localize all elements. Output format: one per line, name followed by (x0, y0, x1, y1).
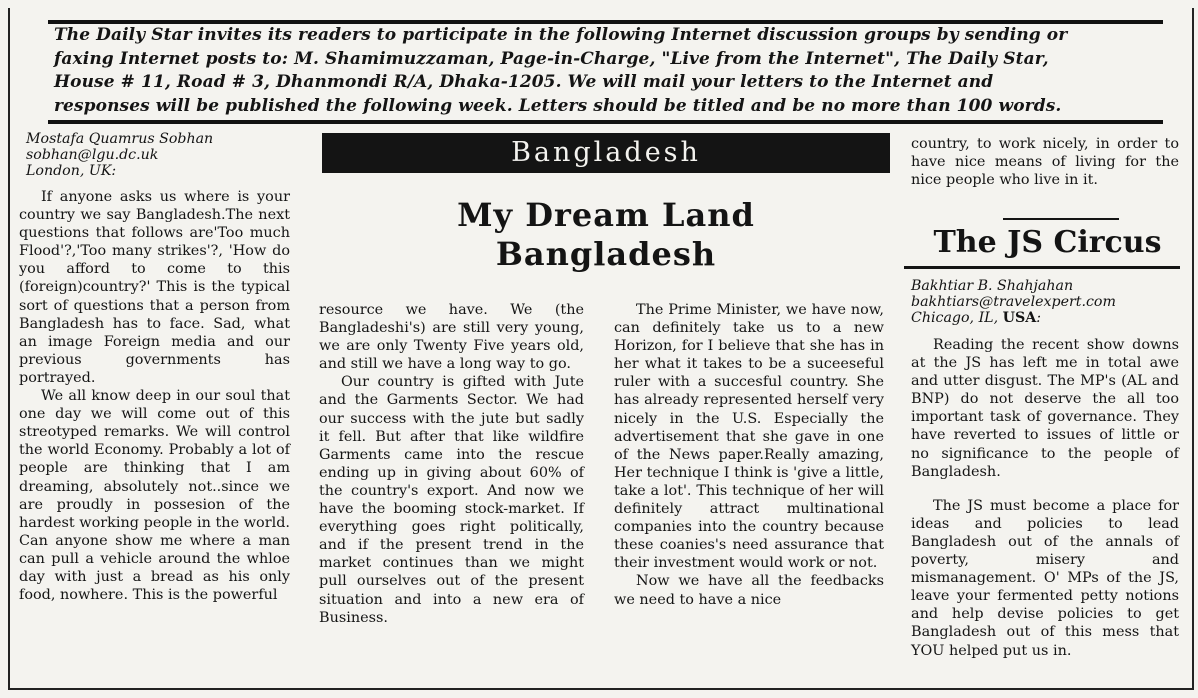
paragraph: country, to work nicely, in order to have nice means of living for the nice people who live in it. (911, 136, 1179, 189)
section-banner: Bangladesh (322, 133, 890, 173)
paragraph: Reading the recent show downs at the JS has left me in total awe and utter disgust. The MP's (AL and BNP) do not deserve the all too important task of governance. They have reverted to issues of little or no significance to the people of Bangladesh. (911, 337, 1179, 480)
article1-headline (322, 196, 890, 274)
notice-bottom-rule (48, 120, 1163, 124)
headline-line: My Dream Land (457, 196, 755, 234)
author-location (911, 310, 1181, 326)
frame-bottom-border (8, 688, 1194, 690)
article2-byline (911, 278, 1181, 326)
author-email: bakhtiars@travelexpert.com (911, 294, 1116, 310)
notice-line: faxing Internet posts to: M. Shamimuzzaman, Page-in-Charge, "Live from the Internet", The Daily Star, (54, 48, 1049, 69)
author-country: USA (1002, 310, 1037, 326)
article1-byline (26, 131, 296, 179)
notice-line: House # 11, Road # 3, Dhanmondi R/A, Dhaka-1205. We will mail your letters to the Internet and (54, 72, 994, 92)
article1-column-2 (319, 301, 584, 627)
paragraph: The JS must become a place for ideas and policies to lead Bangladesh out of the annals of poverty, misery and mismanagement. O' MPs of the JS, leave your fermented petty notions and help devise policies to get Bangladesh out of this mess that YOU helped put us in. (911, 497, 1179, 659)
frame-right-border (1192, 8, 1194, 690)
headline-line: Bangladesh (495, 235, 717, 273)
article1-column-3 (614, 301, 884, 609)
paragraph: We all know deep in our soul that one day we will come out of this streotyped remarks. We will control the world Economy. Probably a lot of people are thinking that I am dreaming, absolutely not..since we are proudly in possesion of the hardest working people in the world. Can anyone show me where a man can pull a vehicle around the whloe day with just a bread as his only food, nowhere. This is the powerful (19, 388, 290, 604)
frame-left-border (8, 8, 10, 690)
notice-line: responses will be published the following week. Letters should be titled and be no more than 100 words. (54, 95, 1062, 116)
author-city: Chicago, IL, (911, 310, 999, 326)
title-underline (904, 266, 1180, 269)
title-rule (1003, 218, 1119, 220)
reader-notice (54, 24, 1166, 120)
notice-line: The Daily Star invites its readers to participate in the following Internet discussion groups by sending or (54, 25, 1068, 45)
author-location: London, UK: (26, 163, 117, 179)
article2-body (911, 336, 1179, 660)
article2-title: The JS Circus (933, 225, 1162, 260)
author-name: Bakhtiar B. Shahjahan (911, 278, 1074, 294)
paragraph: If anyone asks us where is your country we say Bangladesh.The next questions that follows are'Too much Flood'?,'Too many strikes'?, 'How do you afford to come to this (foreign)country?' This is the typical sort of questions that a person from Bangladesh has to face. Sad, what an image Foreign media and our previous governments has portrayed. (19, 189, 290, 386)
article1-column-1 (19, 188, 290, 604)
paragraph: The Prime Minister, we have now, can definitely take us to a new Horizon, for I believe that she has in her what it takes to be a suceeseful ruler with a succesful country. She has already represented herself very nicely in the U.S. Especially the advertisement that she gave in one of the News paper.Really amazing, Her technique I think is 'give a little, take a lot'. This technique of her will definitely attract multinational companies into the country because these coanies's need assurance that their investment would work or not. (614, 302, 884, 572)
article1-column-4 (911, 135, 1179, 189)
paragraph: Now we have all the feedbacks we need to have a nice (614, 573, 884, 608)
author-name: Mostafa Quamrus Sobhan (26, 131, 214, 147)
author-colon: : (1036, 310, 1042, 326)
paragraph: Our country is gifted with Jute and the Garments Sector. We had our success with the jute but sadly it fell. But after that like wildfire Garments came into the rescue ending up in giving about 60% of the country's export. And now we have the booming stock-market. If everything goes right politically, and if the present trend in the market continues than we might pull ourselves out of the present situation and into a new era of Business. (319, 374, 584, 626)
paragraph: resource we have. We (the Bangladeshi's) are still very young, we are only Twenty Five years old, and still we have a long way to go. (319, 302, 584, 373)
author-email: sobhan@lgu.dc.uk (26, 147, 159, 163)
